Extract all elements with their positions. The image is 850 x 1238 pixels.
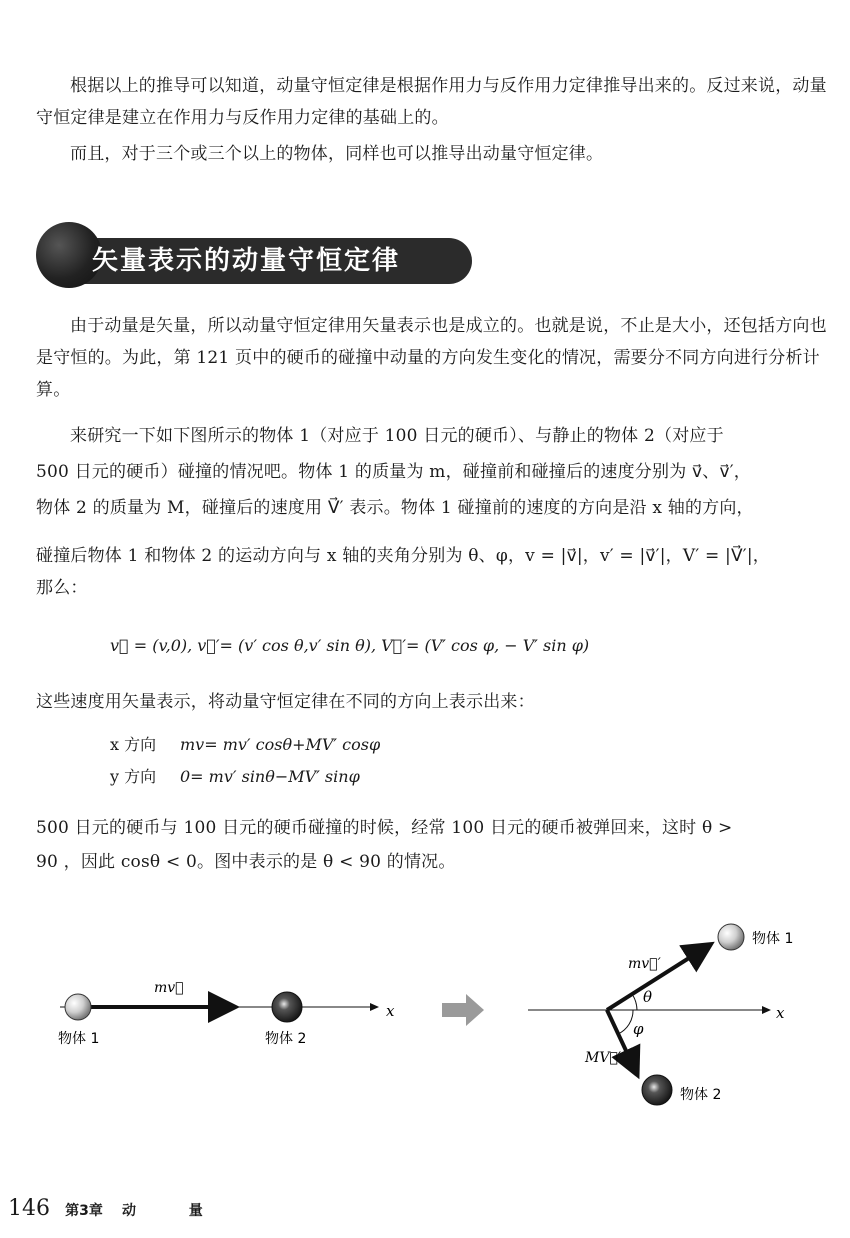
collision-diagram	[0, 900, 850, 1130]
equation-x-expression: mv= mv′ cosθ+MV′ cosφ	[180, 735, 381, 754]
equation-x-label: x 方向	[110, 735, 157, 754]
after-collision	[528, 924, 793, 1105]
phi-label: φ	[633, 1020, 644, 1038]
section-paragraph-2-line-1: 来研究一下如下图所示的物体 1（对应于 100 日元的硬币）、与静止的物体 2（对应于	[70, 426, 724, 446]
section-paragraph-2-line-4: 碰撞后物体 1 和物体 2 的运动方向与 x 轴的夹角分别为 θ、φ，v = |v⃗|，v′ = |v⃗′|，V′ = |V⃗′|，	[36, 546, 770, 566]
before-body-1	[65, 994, 91, 1020]
section-paragraph-4-line-1: 500 日元的硬币与 100 日元的硬币碰撞的时候，经常 100 日元的硬币被弹回来，这时 θ >	[36, 818, 733, 838]
section-paragraph-3: 这些速度用矢量表示，将动量守恒定律在不同的方向上表示出来：	[36, 692, 535, 712]
section-paragraph-2-line-2: 500 日元的硬币）碰撞的情况吧。物体 1 的质量为 m，碰撞前和碰撞后的速度分别为 v⃗、v⃗′，	[36, 462, 751, 482]
section-paragraph-4-line-2: 90 ，因此 cosθ < 0。图中表示的是 θ < 90 的情况。	[36, 852, 456, 872]
before-body-2	[272, 992, 302, 1022]
before-body-1-label: 物体 1	[58, 1031, 100, 1047]
section-paragraph-2-line-5: 那么：	[36, 578, 88, 598]
intro-paragraph-1: 根据以上的推导可以知道，动量守恒定律是根据作用力与反作用力定律推导出来的。反过来说，动量守恒定律是建立在作用力与反作用力定律的基础上的。	[36, 76, 827, 128]
before-body-2-label: 物体 2	[265, 1031, 307, 1047]
section-paragraph-2-line-3: 物体 2 的质量为 M，碰撞后的速度用 V⃗′ 表示。物体 1 碰撞前的速度的方向是沿 x 轴的方向，	[36, 498, 754, 518]
after-momentum-2-label: MV⃗′	[585, 1050, 622, 1066]
section-heading	[36, 222, 456, 288]
equation-x	[110, 730, 380, 760]
after-body-1-label: 物体 1	[752, 931, 794, 947]
after-body-2-label: 物体 2	[680, 1087, 722, 1103]
before-collision	[58, 980, 395, 1047]
after-body-2	[642, 1075, 672, 1105]
page-number: 146	[8, 1196, 50, 1221]
after-momentum-1-label: mv⃗′	[628, 956, 661, 972]
section-title: 矢量表示的动量守恒定律	[92, 246, 401, 276]
after-body-1	[718, 924, 744, 950]
equation-y-expression: 0= mv′ sinθ−MV′ sinφ	[180, 767, 360, 786]
theta-label: θ	[643, 988, 653, 1006]
intro-paragraph-2: 而且，对于三个或三个以上的物体，同样也可以推导出动量守恒定律。	[70, 144, 604, 164]
chapter-name: 动 量	[121, 1203, 227, 1219]
page-footer	[8, 1196, 227, 1226]
section-paragraph-1: 由于动量是矢量，所以动量守恒定律用矢量表示也是成立的。也就是说，不止是大小，还包括方向也是守恒的。为此，第 121 页中的硬币的碰撞中动量的方向发生变化的情况，需要分不同方向进行分析计算。	[36, 316, 827, 400]
before-axis-label: x	[386, 1002, 395, 1020]
phi-arc	[618, 1010, 633, 1034]
before-momentum-label: mv⃗	[154, 980, 184, 996]
transition-arrow-icon	[442, 994, 484, 1026]
after-axis-label: x	[776, 1004, 785, 1022]
chapter-number: 第3章	[65, 1203, 103, 1219]
theta-arc	[632, 994, 637, 1010]
velocity-vector-formula: v⃗ = (v,0), v⃗′= (v′ cos θ,v′ sin θ), V⃗′= (V′ cos φ, − V′ sin φ)	[110, 636, 590, 655]
equation-y-label: y 方向	[110, 767, 157, 786]
equation-y	[110, 762, 360, 792]
